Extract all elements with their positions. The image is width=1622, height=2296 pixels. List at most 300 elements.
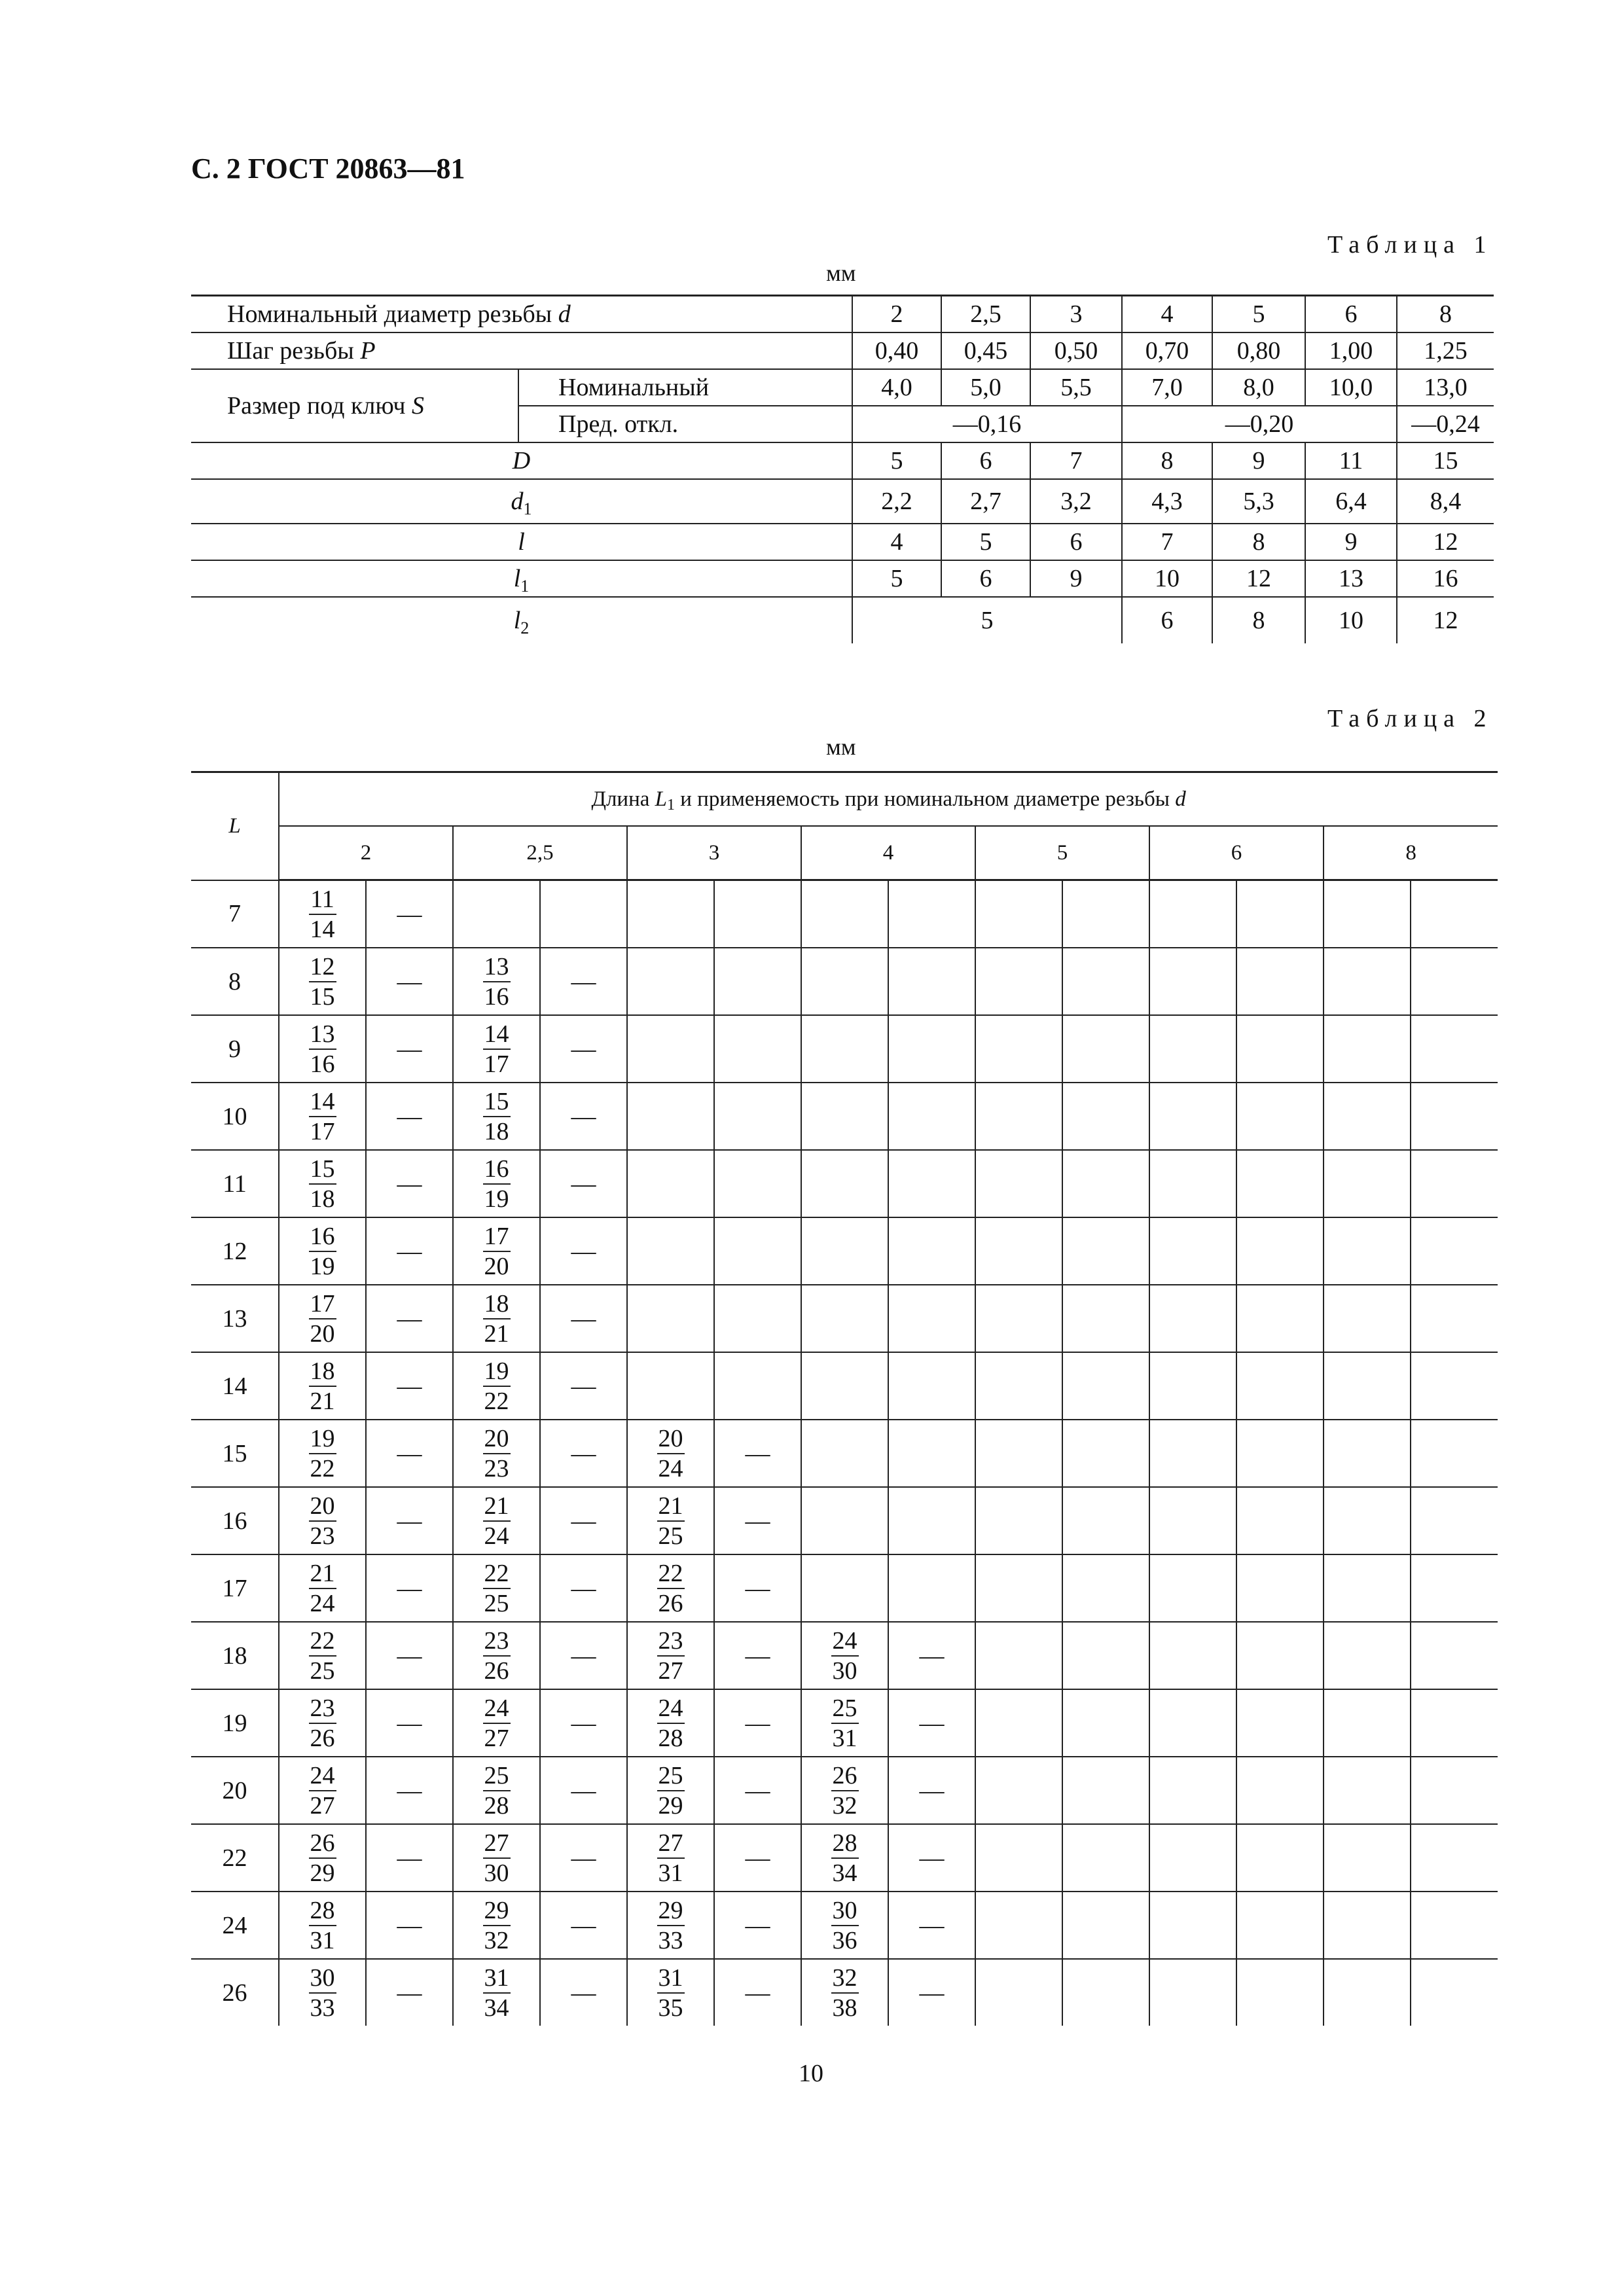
d1-cell: 4,3 [1122,479,1212,524]
l-cell: 6 [1030,524,1122,560]
length-cell [801,1824,888,1892]
applicability-cell [1062,1015,1149,1083]
applicability-cell [1062,1959,1149,2026]
dash-mark: — [397,1102,422,1130]
length-cell [975,1150,1062,1217]
applicability-cell [714,1554,801,1622]
pitch-cell: 0,70 [1122,332,1212,369]
applicability-cell [1236,1487,1324,1554]
dash-mark: — [571,1035,596,1063]
applicability-cell [714,948,801,1015]
diameter-cell: 3 [1030,296,1122,333]
fraction-denominator: 22 [310,1454,335,1482]
length-cell [279,1150,366,1217]
table2-group-header: Длина $L_1$ и применяемость при номинальном диаметре резьбы d [279,772,1498,827]
row-diameter-label: Номинальный диаметр резьбы d [191,296,852,333]
length-fraction [309,1694,336,1753]
fraction-numerator: 15 [309,1155,336,1185]
applicability-cell [1062,1420,1149,1487]
fraction-denominator: 26 [658,1589,683,1617]
applicability-cell [366,1285,453,1352]
dash-mark: — [571,967,596,996]
nominal-cell: 7,0 [1122,369,1212,406]
l2-cell: 12 [1397,597,1494,643]
applicability-cell [540,1892,627,1959]
fraction-denominator: 18 [484,1117,509,1145]
length-cell [1324,1083,1411,1150]
length-fraction [483,1761,511,1820]
table-row [191,1622,1498,1689]
fraction-denominator: 25 [484,1589,509,1617]
fraction-numerator: 25 [831,1694,859,1724]
length-cell [801,1959,888,2026]
length-cell [801,1015,888,1083]
table-1 [191,295,1494,643]
applicability-cell [366,1083,453,1150]
row-D-label: D [191,442,852,479]
fraction-denominator: 28 [658,1724,683,1752]
length-cell [1149,1824,1236,1892]
l-cell: 7 [1122,524,1212,560]
l1-cell: 13 [1305,560,1397,597]
d1-cell: 5,3 [1212,479,1305,524]
d1-cell: 8,4 [1397,479,1494,524]
length-cell [1149,1150,1236,1217]
applicability-cell [1236,1689,1324,1757]
dash-mark: — [571,1372,596,1400]
D-cell: 9 [1212,442,1305,479]
length-cell [975,1217,1062,1285]
row-d1-label: $d_1$ [191,479,852,524]
diameter-header-cell: 4 [801,826,975,880]
applicability-cell [540,1487,627,1554]
length-cell [279,948,366,1015]
applicability-cell [714,1420,801,1487]
table-row [191,1892,1498,1959]
length-cell [279,1015,366,1083]
fraction-numerator: 22 [657,1559,685,1589]
applicability-cell [888,948,975,1015]
D-cell: 5 [852,442,941,479]
fraction-numerator: 22 [483,1559,511,1589]
applicability-cell [366,1959,453,2026]
length-fraction [831,1964,859,2022]
applicability-cell [888,1824,975,1892]
length-cell [279,1622,366,1689]
table-row [191,1824,1498,1892]
table1-caption: Таблица 1 [1327,231,1493,259]
row-L-value: 15 [191,1420,279,1487]
row-L-value: 18 [191,1622,279,1689]
applicability-cell [714,1959,801,2026]
length-cell [453,1622,540,1689]
applicability-cell [1411,1959,1498,2026]
table1-row-d1 [191,479,1494,524]
length-fraction [483,1492,511,1551]
length-fraction [309,952,336,1011]
diameter-header-cell: 6 [1149,826,1324,880]
dash-mark: — [397,1776,422,1804]
length-cell [801,1285,888,1352]
table-row [191,1689,1498,1757]
length-cell [1324,1959,1411,2026]
applicability-cell [1411,1892,1498,1959]
fraction-denominator: 25 [310,1657,335,1685]
applicability-cell [1062,1487,1149,1554]
fraction-denominator: 27 [310,1791,335,1820]
dash-mark: — [745,1574,770,1602]
dash-mark: — [571,1304,596,1333]
applicability-cell [888,1757,975,1824]
tolerance-cell: —0,20 [1122,406,1397,442]
table2-diameter-row [191,826,1498,880]
length-cell [627,1892,714,1959]
applicability-cell [888,1689,975,1757]
applicability-cell [540,1757,627,1824]
length-fraction [483,1559,511,1618]
fraction-denominator: 33 [658,1926,683,1954]
applicability-cell [366,1352,453,1420]
l-cell: 9 [1305,524,1397,560]
fraction-numerator: 24 [483,1694,511,1724]
col-L-header: L [191,772,279,880]
D-cell: 11 [1305,442,1397,479]
row-L-value: 16 [191,1487,279,1554]
fraction-numerator: 30 [831,1896,859,1926]
dash-mark: — [745,1439,770,1467]
applicability-cell [1236,1352,1324,1420]
length-cell [801,1150,888,1217]
fraction-denominator: 24 [484,1522,509,1550]
length-cell [1324,1217,1411,1285]
length-cell [279,1217,366,1285]
length-cell [453,1285,540,1352]
dash-mark: — [397,1507,422,1535]
fraction-denominator: 28 [484,1791,509,1820]
fraction-numerator: 11 [309,885,336,915]
length-fraction [657,1492,685,1551]
length-cell [627,1285,714,1352]
length-cell [1149,1892,1236,1959]
length-cell [801,1892,888,1959]
length-cell [279,880,366,948]
length-cell [627,1150,714,1217]
length-cell [453,1015,540,1083]
fraction-numerator: 12 [309,952,336,982]
fraction-denominator: 20 [310,1319,335,1348]
applicability-cell [888,1554,975,1622]
dash-mark: — [571,1911,596,1939]
dash-mark: — [397,1372,422,1400]
length-cell [627,1689,714,1757]
length-cell [453,1352,540,1420]
applicability-cell [714,880,801,948]
table2-caption: Таблица 2 [1327,705,1493,732]
nominal-cell: 4,0 [852,369,941,406]
applicability-cell [1411,1150,1498,1217]
l1-cell: 5 [852,560,941,597]
D-cell: 8 [1122,442,1212,479]
fraction-denominator: 26 [484,1657,509,1685]
length-cell [627,1959,714,2026]
length-cell [1324,1757,1411,1824]
length-cell [801,1487,888,1554]
length-fraction [309,1020,336,1079]
length-cell [975,1689,1062,1757]
applicability-cell [1411,1824,1498,1892]
length-cell [801,1622,888,1689]
applicability-cell [1062,1622,1149,1689]
dash-mark: — [397,1237,422,1265]
length-fraction [831,1626,859,1685]
length-cell [1149,1015,1236,1083]
fraction-numerator: 25 [483,1761,511,1791]
length-cell [801,1420,888,1487]
dash-mark: — [571,1979,596,2007]
length-cell [1149,948,1236,1015]
table1-row-D [191,442,1494,479]
length-cell [1149,1487,1236,1554]
length-cell [801,1352,888,1420]
dash-mark: — [919,1979,945,2007]
length-fraction [831,1694,859,1753]
table-row [191,1487,1498,1554]
fraction-denominator: 24 [310,1589,335,1617]
row-L-value: 8 [191,948,279,1015]
page-number: 10 [799,2060,823,2087]
length-cell [453,1959,540,2026]
applicability-cell [714,1352,801,1420]
applicability-cell [888,1959,975,2026]
length-fraction [831,1896,859,1955]
l-cell: 12 [1397,524,1494,560]
length-cell [453,1757,540,1824]
applicability-cell [540,1285,627,1352]
fraction-numerator: 16 [483,1155,511,1185]
dash-mark: — [571,1439,596,1467]
fraction-numerator: 20 [657,1424,685,1454]
dash-mark: — [571,1170,596,1198]
applicability-cell [540,948,627,1015]
applicability-cell [540,1689,627,1757]
fraction-numerator: 19 [309,1424,336,1454]
length-fraction [483,1087,511,1146]
pitch-cell: 1,25 [1397,332,1494,369]
applicability-cell [1236,880,1324,948]
length-cell [975,1622,1062,1689]
dash-mark: — [745,1709,770,1737]
length-cell [279,1689,366,1757]
l1-cell: 16 [1397,560,1494,597]
length-cell [453,1554,540,1622]
pitch-cell: 0,40 [852,332,941,369]
dash-mark: — [919,1709,945,1737]
length-cell [975,948,1062,1015]
l2-cell: 5 [852,597,1122,643]
length-cell [975,1757,1062,1824]
length-fraction [483,1222,511,1281]
table-row [191,1015,1498,1083]
diameter-cell: 6 [1305,296,1397,333]
row-L-value: 24 [191,1892,279,1959]
length-cell [453,1824,540,1892]
fraction-denominator: 36 [832,1926,857,1954]
length-cell [453,1487,540,1554]
l1-cell: 6 [941,560,1030,597]
fraction-numerator: 17 [309,1289,336,1319]
table-row [191,1959,1498,2026]
length-cell [801,880,888,948]
length-cell [975,1824,1062,1892]
fraction-numerator: 26 [831,1761,859,1791]
applicability-cell [1236,1959,1324,2026]
length-cell [801,1689,888,1757]
fraction-denominator: 26 [310,1724,335,1752]
length-cell [279,1083,366,1150]
applicability-cell [366,1420,453,1487]
length-cell [1149,1420,1236,1487]
dash-mark: — [397,1709,422,1737]
length-cell [279,1420,366,1487]
fraction-denominator: 20 [484,1252,509,1280]
applicability-cell [540,1824,627,1892]
length-cell [1324,1824,1411,1892]
table-row [191,1285,1498,1352]
length-fraction [657,1964,685,2022]
length-fraction [309,1559,336,1618]
length-cell [279,1487,366,1554]
table1-row-pitch [191,332,1494,369]
length-cell [1149,1083,1236,1150]
length-cell [1324,1420,1411,1487]
dash-mark: — [571,1507,596,1535]
dash-mark: — [397,967,422,996]
length-fraction [309,885,336,944]
nominal-cell: 5,0 [941,369,1030,406]
length-fraction [309,1896,336,1955]
table1-unit: мм [826,260,856,286]
fraction-denominator: 21 [484,1319,509,1348]
fraction-numerator: 23 [483,1626,511,1657]
applicability-cell [714,1150,801,1217]
fraction-numerator: 14 [483,1020,511,1050]
applicability-cell [540,1150,627,1217]
length-fraction [831,1761,859,1820]
length-cell [279,1892,366,1959]
length-cell [975,1959,1062,2026]
applicability-cell [540,1217,627,1285]
fraction-denominator: 18 [310,1185,335,1213]
dash-mark: — [571,1574,596,1602]
fraction-numerator: 24 [657,1694,685,1724]
table-row [191,880,1498,948]
row-L-value: 19 [191,1689,279,1757]
applicability-cell [1062,948,1149,1015]
applicability-cell [714,1622,801,1689]
length-cell [975,1015,1062,1083]
D-cell: 6 [941,442,1030,479]
length-cell [1324,880,1411,948]
applicability-cell [366,948,453,1015]
nominal-cell: 10,0 [1305,369,1397,406]
applicability-cell [1062,1824,1149,1892]
dash-mark: — [397,1844,422,1872]
fraction-denominator: 19 [484,1185,509,1213]
fraction-denominator: 17 [310,1117,335,1145]
applicability-cell [888,1487,975,1554]
applicability-cell [1062,1150,1149,1217]
length-fraction [309,1289,336,1348]
length-cell [801,1554,888,1622]
fraction-denominator: 38 [832,1994,857,2022]
length-fraction [309,1964,336,2022]
applicability-cell [888,1892,975,1959]
applicability-cell [1411,1015,1498,1083]
d1-cell: 2,7 [941,479,1030,524]
diameter-cell: 5 [1212,296,1305,333]
applicability-cell [888,1622,975,1689]
length-fraction [483,1424,511,1483]
fraction-numerator: 23 [309,1694,336,1724]
applicability-cell [888,1285,975,1352]
l1-cell: 12 [1212,560,1305,597]
applicability-cell [888,1352,975,1420]
applicability-cell [1062,1285,1149,1352]
applicability-cell [1411,1622,1498,1689]
dash-mark: — [397,900,422,928]
dash-mark: — [919,1641,945,1670]
fraction-denominator: 35 [658,1994,683,2022]
applicability-cell [714,1757,801,1824]
applicability-cell [366,1217,453,1285]
applicability-cell [1236,1892,1324,1959]
applicability-cell [1062,1757,1149,1824]
nominal-label: Номинальный [518,369,852,406]
fraction-numerator: 23 [657,1626,685,1657]
tolerance-cell: —0,24 [1397,406,1494,442]
fraction-numerator: 13 [483,952,511,982]
length-cell [801,1083,888,1150]
table-row [191,1757,1498,1824]
applicability-cell [1411,948,1498,1015]
fraction-numerator: 21 [483,1492,511,1522]
length-fraction [657,1761,685,1820]
applicability-cell [366,1622,453,1689]
length-cell [453,1217,540,1285]
applicability-cell [714,1015,801,1083]
length-fraction [483,1964,511,2022]
length-cell [1324,1689,1411,1757]
dash-mark: — [571,1641,596,1670]
fraction-denominator: 31 [832,1724,857,1752]
applicability-cell [1236,1622,1324,1689]
row-l1-label: $l_1$ [191,560,852,597]
length-fraction [309,1087,336,1146]
applicability-cell [888,1015,975,1083]
length-cell [801,1217,888,1285]
fraction-denominator: 23 [484,1454,509,1482]
l2-cell: 6 [1122,597,1212,643]
length-cell [1149,1622,1236,1689]
fraction-denominator: 30 [832,1657,857,1685]
table2-unit: мм [826,734,856,760]
row-l2-label: $l_2$ [191,597,852,643]
fraction-numerator: 25 [657,1761,685,1791]
applicability-cell [366,1015,453,1083]
applicability-cell [1236,1554,1324,1622]
row-L-value: 10 [191,1083,279,1150]
length-cell [453,1892,540,1959]
